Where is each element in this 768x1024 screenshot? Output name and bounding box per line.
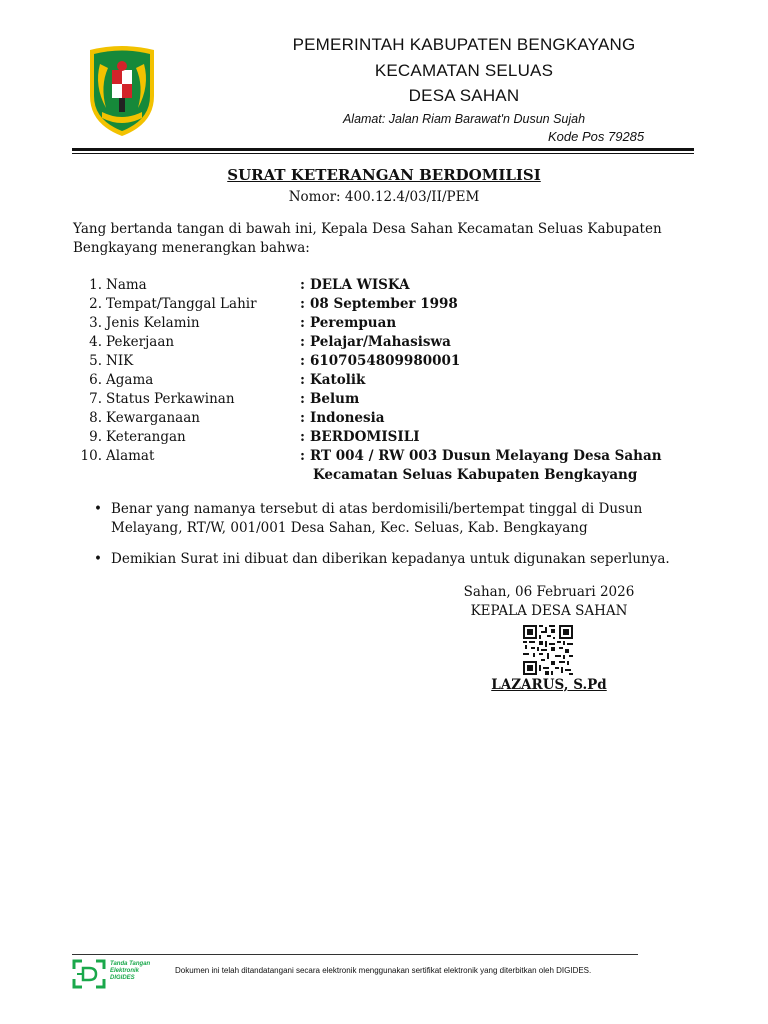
footer-electronic-signature-note: Dokumen ini telah ditandatangani secara elektronik menggunakan sertifikat elektronik yang diterbitkan oleh DIGIDES. (175, 966, 592, 975)
header-address: Alamat: Jalan Riam Barawat'n Dusun Sujah (342, 112, 586, 126)
digides-label (110, 961, 150, 982)
field-value: 6107054809980001 (310, 353, 461, 369)
closing-bullet (94, 550, 704, 570)
field-colon: : (300, 391, 305, 407)
field-colon: : (300, 296, 305, 312)
field-value: Belum (310, 391, 360, 407)
digides-line-1: Tanda Tangan (110, 961, 151, 967)
field-value: Indonesia (310, 410, 385, 426)
field-label: Alamat (106, 448, 155, 464)
statement-text: Benar yang namanya tersebut di atas berdomisili/bertempat tinggal di Dusun Melayang, RT/W, 001/001 Desa Sahan, Kec. Seluas, Kab. Bengkayang (111, 501, 643, 536)
field-row-alamat (70, 448, 710, 486)
field-number: 3. (89, 315, 102, 331)
field-value: BERDOMISILI (310, 429, 420, 445)
field-number: 5. (89, 353, 102, 369)
field-value: Katolik (310, 372, 366, 388)
field-label: Status Perkawinan (106, 391, 235, 407)
field-number: 9. (89, 429, 102, 445)
digides-line-2: Elektronik (110, 968, 140, 974)
field-label: Tempat/Tanggal Lahir (106, 296, 257, 312)
field-label: Kewarganaan (106, 410, 200, 426)
field-row-agama (70, 372, 710, 391)
closing-text: Demikian Surat ini dibuat dan diberikan kepadanya untuk digunakan seperlunya. (111, 551, 670, 567)
field-colon: : (300, 429, 305, 445)
header-postal-code: Kode Pos 79285 (548, 129, 645, 144)
field-row-jenis-kelamin (70, 315, 710, 334)
header-kecamatan-line: KECAMATAN SELUAS (374, 61, 554, 80)
field-number: 8. (89, 410, 102, 426)
field-row-status-perkawinan (70, 391, 710, 410)
field-number: 4. (89, 334, 102, 350)
header-divider-thin (72, 153, 694, 154)
field-row-tempat-tanggal-lahir (70, 296, 710, 315)
field-colon: : (300, 372, 305, 388)
footer-divider (72, 954, 638, 955)
document-title: SURAT KETERANGAN BERDOMILISI (227, 166, 541, 184)
field-row-kewarganaan (70, 410, 710, 429)
digides-logo-icon (72, 959, 106, 989)
field-colon: : (300, 410, 305, 426)
regency-emblem-logo (86, 46, 158, 138)
signature-place-date: Sahan, 06 Februari 2026 (463, 584, 635, 600)
header-desa-line: DESA SAHAN (408, 86, 520, 105)
digides-line-3: DIGIDES (110, 975, 135, 981)
field-number: 10. (80, 448, 102, 464)
field-number: 2. (89, 296, 102, 312)
field-colon: : (300, 353, 305, 369)
field-number: 6. (89, 372, 102, 388)
field-number: 1. (89, 277, 102, 293)
field-row-nama (70, 277, 710, 296)
field-label: Keterangan (106, 429, 186, 445)
header-divider-thick (72, 148, 694, 151)
field-value: Perempuan (310, 315, 397, 331)
bullet-dot-icon: • (94, 551, 102, 567)
field-colon: : (300, 448, 305, 464)
field-label: Pekerjaan (106, 334, 175, 350)
signatory-name: LAZARUS, S.Pd (491, 677, 607, 693)
field-colon: : (300, 277, 305, 293)
field-colon: : (300, 334, 305, 350)
statement-bullet (94, 500, 704, 540)
field-row-pekerjaan (70, 334, 710, 353)
field-label: NIK (106, 353, 134, 369)
field-row-nik (70, 353, 710, 372)
field-value: RT 004 / RW 003 Dusun Melayang Desa Sahan (310, 448, 662, 464)
field-value: 08 September 1998 (310, 296, 458, 312)
signature-position: KEPALA DESA SAHAN (470, 603, 628, 619)
field-colon: : (300, 315, 305, 331)
field-row-keterangan (70, 429, 710, 448)
field-label: Nama (106, 277, 147, 293)
field-value: Pelajar/Mahasiswa (310, 334, 451, 350)
bullet-dot-icon: • (94, 501, 102, 517)
field-value: DELA WISKA (310, 277, 410, 293)
document-number: Nomor: 400.12.4/03/II/PEM (288, 189, 480, 205)
field-label: Jenis Kelamin (106, 315, 200, 331)
field-number: 7. (89, 391, 102, 407)
header-government-line: PEMERINTAH KABUPATEN BENGKAYANG (292, 35, 636, 54)
field-value-continued: Kecamatan Seluas Kabupaten Bengkayang (313, 467, 638, 483)
intro-paragraph: Yang bertanda tangan di bawah ini, Kepala Desa Sahan Kecamatan Seluas Kabupaten Bengkayang menerangkan bahwa: (73, 221, 662, 256)
field-label: Agama (106, 372, 154, 388)
signature-qr-code (523, 625, 573, 675)
